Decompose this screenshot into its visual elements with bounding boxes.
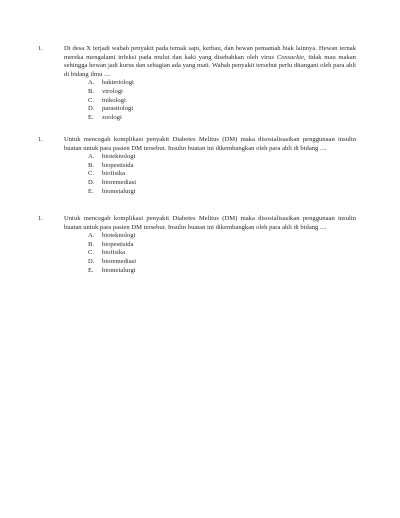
- question-text: [64, 45, 356, 79]
- option-e: [88, 188, 356, 197]
- option-letter: B.: [88, 87, 95, 95]
- option-text: mikologi: [102, 96, 126, 104]
- virus-name: Coxsackie: [276, 53, 304, 61]
- option-b: [88, 241, 356, 250]
- option-text: zoologi: [102, 113, 122, 121]
- question-number: 1.: [38, 136, 43, 143]
- option-c: [88, 249, 356, 258]
- option-letter: A.: [88, 232, 95, 240]
- option-e: [88, 114, 356, 123]
- option-text: biopestisida: [102, 240, 134, 248]
- option-letter: C.: [88, 96, 95, 104]
- answer-options: [88, 232, 356, 275]
- question-text: Untuk mencegah komplikasi penyakit Diabetes Melitus (DM) maka disosialisasikan penggunaan insulin buatan untuk para pasien DM tersebut. Insulin buatan ini dikembangkan oleh para ahli di bidang ....: [64, 136, 356, 152]
- option-letter: B.: [88, 240, 95, 248]
- option-letter: D.: [88, 178, 95, 186]
- option-text: biofisika: [102, 249, 126, 257]
- option-a: [88, 232, 356, 241]
- answer-options: [88, 79, 356, 122]
- option-letter: E.: [88, 113, 94, 121]
- question-2: [38, 136, 356, 196]
- question-3: [38, 215, 356, 275]
- question-text: Untuk mencegah komplikasi penyakit Diabetes Melitus (DM) maka disosialisasikan penggunaan insulin buatan untuk para pasien DM tersebut. Insulin buatan ini dikembangkan oleh para ahli di bidang ....: [64, 215, 356, 231]
- option-letter: A.: [88, 79, 95, 87]
- option-letter: E.: [88, 187, 94, 195]
- option-c: [88, 170, 356, 179]
- answer-options: [88, 153, 356, 196]
- option-letter: A.: [88, 153, 95, 161]
- question-1: [38, 45, 356, 122]
- option-text: bioteknologi: [102, 153, 136, 161]
- option-letter: D.: [88, 105, 95, 113]
- option-letter: C.: [88, 170, 95, 178]
- option-text: virologi: [102, 87, 123, 95]
- question-text-part: , tidak mau makan sehingga hewan jadi kurus dan sebagian ada yang mati. Wabah penyakit tersebut perlu ditangani oleh para ahli di bidang ilmu ....: [64, 53, 356, 78]
- option-c: [88, 97, 356, 106]
- option-b: [88, 162, 356, 171]
- option-text: biometalurgi: [102, 187, 136, 195]
- question-number: 1.: [38, 215, 43, 222]
- option-letter: D.: [88, 257, 95, 265]
- option-d: [88, 105, 356, 114]
- option-text: bioremediasi: [102, 257, 137, 265]
- option-text: biofisika: [102, 170, 126, 178]
- question-text-part: Di desa X terjadi wabah penyakit pada ternak sapi, kerbau, dan hewan pemamah biak lainnya. Hewan ternak mereka mengalami infeksi pada mulut dan kaki yang disebabkan oleh virus: [64, 45, 356, 61]
- option-letter: C.: [88, 249, 95, 257]
- option-d: [88, 258, 356, 267]
- question-number: 1.: [38, 45, 43, 52]
- option-a: [88, 79, 356, 88]
- option-text: bakteriologi: [102, 79, 134, 87]
- option-text: bioteknologi: [102, 232, 136, 240]
- option-text: bioremediasi: [102, 178, 137, 186]
- option-text: biopestisida: [102, 161, 134, 169]
- option-b: [88, 88, 356, 97]
- option-e: [88, 267, 356, 276]
- option-text: biometalurgi: [102, 266, 136, 274]
- option-letter: E.: [88, 266, 94, 274]
- option-letter: B.: [88, 161, 95, 169]
- option-a: [88, 153, 356, 162]
- option-text: parasitologi: [102, 105, 134, 113]
- option-d: [88, 179, 356, 188]
